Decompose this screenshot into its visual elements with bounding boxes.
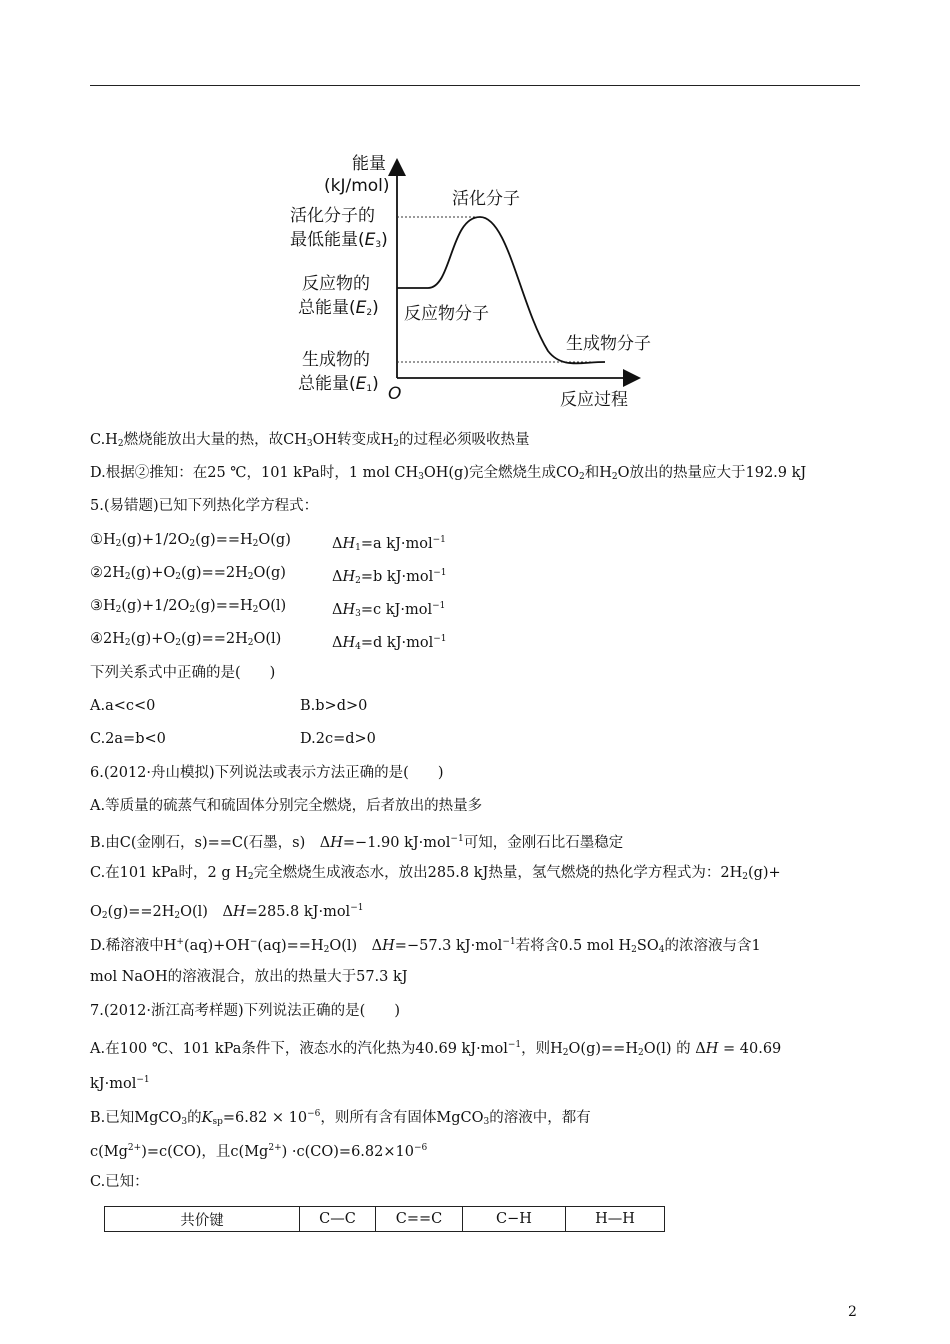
q5-option-d: D.2c=d>0 [300, 731, 376, 747]
q5-equation-4: $④2H_2(g)+O_2(g)==2H_2O(l)$ $\Delta H_4=d$ kJ·mol$^{-1}$ [90, 631, 447, 652]
e2-label-line1: 反应物的 [302, 274, 370, 294]
q4-option-c: $C.H_2$燃烧能放出大量的热，故$CH_3OH$转变成$H_2$的过程必须吸收热量 [90, 432, 530, 449]
q7-option-b-line2: $c(Mg^{2+})=c(CO)$，且$c(Mg^{2+}) \cdot c(CO)=6.82\times 10^{-6}$ [90, 1143, 428, 1160]
q5-equation-2: $②2H_2(g)+O_2(g)==2H_2O(g)$ $\Delta H_2=b$ kJ·mol$^{-1}$ [90, 565, 447, 586]
q4-option-d: D.根据②推知：在25 ℃，101 kPa时，1 mol $CH_3OH(g)$完全燃烧生成$CO_2$和$H_2O$放出的热量应大于192.9 kJ [90, 465, 807, 482]
q7-option-a-line2: kJ·mol$^{-1}$ [90, 1075, 150, 1092]
q6-option-c-line2: $O_2(g)==2H_2O(l)$ ΔH=285.8 kJ·mol$^{-1}$ [90, 903, 364, 921]
bond-energy-table [104, 1206, 665, 1232]
q5-option-a: A.a<c<0 [90, 698, 156, 714]
table-cell-c-h: C−H [463, 1207, 566, 1232]
q6-option-b: B.由C(金刚石，s)==C(石墨，s) ΔH=−1.90 kJ·mol$^{-1}$可知，金刚石比石墨稳定 [90, 834, 624, 851]
x-axis-label: 反应过程 [560, 390, 628, 410]
y-axis-label: 能量 [352, 154, 386, 174]
q5-title: 5.(易错题)已知下列热化学方程式： [90, 498, 319, 514]
page-number: 2 [848, 1304, 857, 1320]
q7-option-c: C.已知： [90, 1174, 149, 1190]
q5-equation-3: $③H_2(g)+1/2O_2(g)==H_2O(l)$ $\Delta H_3=c$ kJ·mol$^{-1}$ [90, 598, 446, 619]
energy-diagram [280, 145, 680, 415]
e1-label-line1: 生成物的 [302, 350, 370, 370]
q5-option-c: C.2a=b<0 [90, 731, 166, 747]
q7-option-a-line1: A.在100 ℃、101 kPa条件下，液态水的汽化热为40.69 kJ·mol$^{-1}$，则$H_2O(g)==H_2O(l)$ 的 ΔH = 40.69 [90, 1040, 782, 1058]
y-axis-unit: (kJ/mol) [324, 176, 390, 196]
q7-option-b-line1: B.已知MgCO$_3$的$K_{sp}=6.82 \times 10^{-6}$，则所有含有固体MgCO$_3$的溶液中，都有 [90, 1109, 591, 1127]
q6-title: 6.(2012·舟山模拟)下列说法或表示方法正确的是( ) [90, 765, 444, 781]
e3-label-line1: 活化分子的 [290, 206, 375, 226]
q7-title: 7.(2012·浙江高考样题)下列说法正确的是( ) [90, 1003, 400, 1019]
header-rule [90, 85, 860, 86]
q6-option-c-line1: C.在101 kPa时，2 g $H_2$完全燃烧生成液态水，放出285.8 kJ热量，氢气燃烧的热化学方程式为：$2H_2(g)+$ [90, 865, 781, 882]
table-cell-h-h: H—H [566, 1207, 665, 1232]
table-cell-c-double-c: C==C [376, 1207, 463, 1232]
q5-option-b: B.b>d>0 [300, 698, 368, 714]
product-label: 生成物分子 [566, 334, 651, 354]
q5-stem: 下列关系式中正确的是( ) [90, 665, 276, 681]
peak-label: 活化分子 [452, 189, 520, 209]
e1-label-line2: 总能量$(E_1)$ [298, 374, 379, 394]
q5-equation-1: $①H_2(g)+1/2O_2(g)==H_2O(g)$ $\Delta H_1=a$ kJ·mol$^{-1}$ [90, 532, 446, 553]
table-cell-c-c: C—C [300, 1207, 376, 1232]
e3-label-line2: 最低能量$(E_3)$ [290, 230, 388, 250]
q6-option-d-line1: D.稀溶液中$H^+(aq)+OH^-(aq)==H_2O(l)$ ΔH=−57.3 kJ·mol$^{-1}$若将含0.5 mol $H_2SO_4$的浓溶液与含1 [90, 937, 761, 955]
table-cell-bond: 共价键 [105, 1207, 300, 1232]
table-row [105, 1207, 665, 1232]
e2-label-line2: 总能量$(E_2)$ [298, 298, 379, 318]
q6-option-d-line2: mol NaOH的溶液混合，放出的热量大于57.3 kJ [90, 969, 408, 985]
q6-option-a: A.等质量的硫蒸气和硫固体分别完全燃烧，后者放出的热量多 [90, 798, 483, 814]
origin-label: O [388, 384, 402, 404]
reactant-label: 反应物分子 [404, 304, 489, 324]
